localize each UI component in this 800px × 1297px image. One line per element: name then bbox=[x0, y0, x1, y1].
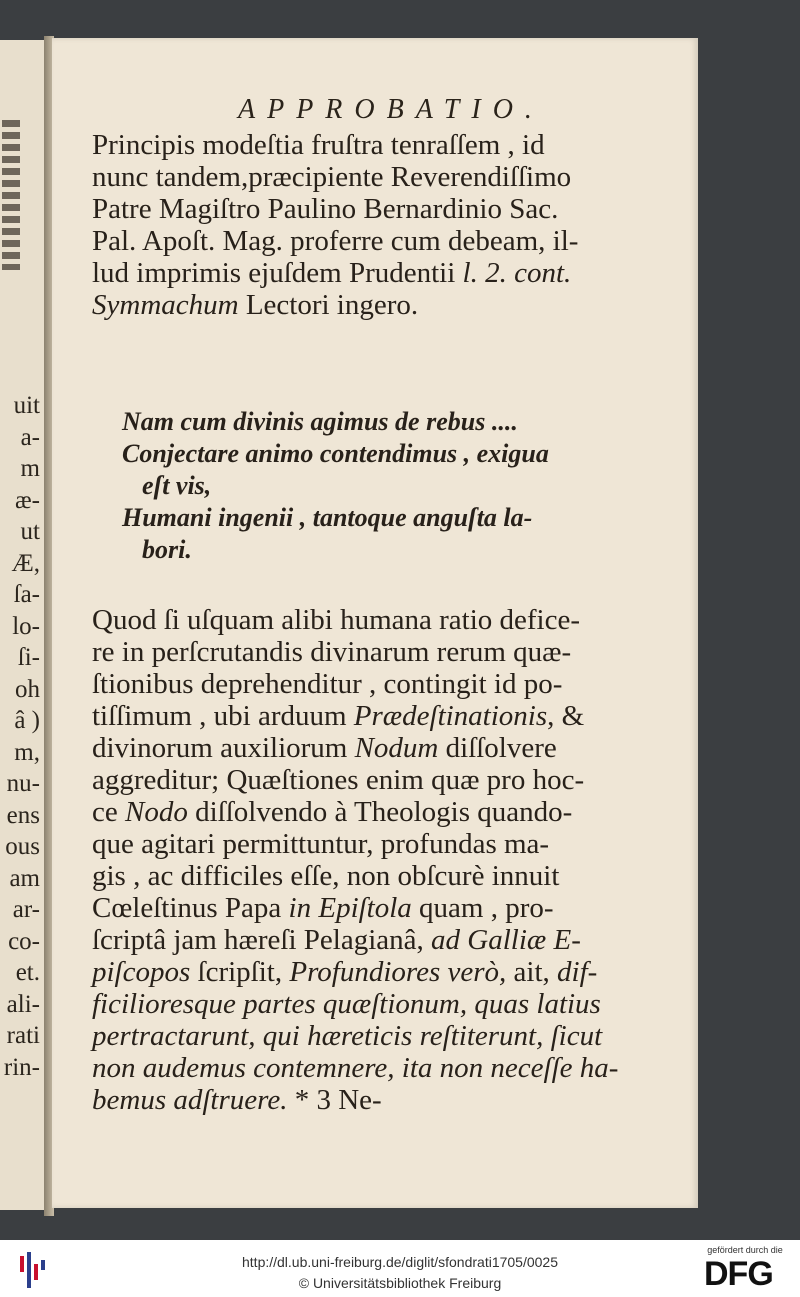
left-page-fragment: ſi- bbox=[17, 644, 40, 671]
verse-line: eſt vis, bbox=[142, 471, 212, 500]
text-line bbox=[92, 129, 545, 162]
text-run: Pal. Apoſt. Mag. proferre cum debeam, il- bbox=[92, 225, 579, 257]
left-page-fragment: ali- bbox=[6, 990, 40, 1018]
text-run: lud imprimis ejuſdem Prudentii bbox=[92, 257, 463, 289]
text-run: , & bbox=[547, 700, 585, 732]
text-run: Patre Magiſtro Paulino Bernardinio Sac. bbox=[92, 193, 559, 225]
left-page-fragment: lo- bbox=[12, 612, 40, 640]
page-url-link[interactable]: http://dl.ub.uni-freiburg.de/diglit/sfondrati1705/0025 bbox=[242, 1254, 558, 1270]
text-run: Nodum bbox=[354, 732, 439, 764]
left-page-fragment: co- bbox=[8, 927, 40, 955]
text-run: ficilioresque partes quæſtionum, quas latius bbox=[92, 988, 601, 1020]
text-run: Symmachum bbox=[92, 289, 239, 321]
text-run: ad Galliæ E- bbox=[431, 924, 581, 956]
text-line bbox=[92, 860, 559, 893]
sponsor-caption: gefördert durch die bbox=[707, 1245, 783, 1255]
left-page-edge bbox=[0, 40, 46, 1210]
text-run: ſtionibus deprehenditur , contingit id po- bbox=[92, 668, 563, 700]
text-run: bemus adſtruere. bbox=[92, 1084, 288, 1116]
left-page-fragment: a- bbox=[20, 423, 40, 451]
text-run: diſſolvendo à Theologis quando- bbox=[187, 796, 573, 828]
text-run: ce bbox=[92, 796, 125, 828]
dfg-logo: DFG bbox=[704, 1255, 773, 1293]
verse-line: Conjectare animo contendimus , exigua bbox=[122, 439, 549, 468]
text-line bbox=[92, 828, 549, 861]
left-page-fragment: am bbox=[9, 864, 40, 892]
text-run: l. 2. cont. bbox=[462, 257, 572, 289]
left-page-fragment: m bbox=[20, 455, 40, 482]
left-page-fragment: rin- bbox=[3, 1053, 40, 1081]
text-run: non audemus contemnere, ita non neceſſe ha- bbox=[92, 1052, 619, 1084]
text-line bbox=[92, 796, 572, 829]
text-run: Quod ſi uſquam alibi humana ratio defice- bbox=[92, 604, 581, 636]
left-page-fragment: Æ, bbox=[11, 549, 40, 577]
text-line bbox=[92, 289, 418, 322]
text-line bbox=[92, 988, 601, 1021]
left-page-fragment: ens bbox=[6, 801, 40, 829]
left-page-fragment: uit bbox=[13, 392, 40, 419]
left-page-fragment: oh bbox=[15, 675, 40, 703]
left-page-fragment: nu- bbox=[6, 770, 40, 797]
library-logo-icon bbox=[12, 1250, 52, 1290]
text-line bbox=[92, 924, 581, 957]
left-page-fragment: ut bbox=[20, 518, 40, 545]
text-run: Lectori ingero. bbox=[238, 289, 419, 321]
text-run: que agitari permittuntur, profundas ma- bbox=[92, 828, 550, 860]
left-page-fragment: â ) bbox=[14, 707, 40, 734]
text-run: Profundiores verò, bbox=[289, 956, 507, 988]
text-line bbox=[92, 732, 557, 765]
text-run: Cœleſtinus Papa bbox=[92, 892, 289, 924]
text-line bbox=[92, 700, 584, 733]
text-line bbox=[92, 257, 571, 290]
text-run: piſcopos bbox=[92, 956, 191, 988]
copyright-notice: © Universitätsbibliothek Freiburg bbox=[298, 1275, 502, 1291]
left-page-fragment: m, bbox=[14, 738, 40, 766]
text-line bbox=[92, 193, 558, 226]
text-line bbox=[92, 764, 584, 797]
text-run: aggreditur; Quæſtiones enim quæ pro hoc- bbox=[92, 764, 585, 796]
verse-line: Nam cum divinis agimus de rebus .... bbox=[122, 407, 518, 436]
text-run: in Epiſtola bbox=[288, 892, 412, 924]
text-line bbox=[92, 1020, 602, 1053]
text-run: divinorum auxiliorum bbox=[92, 732, 355, 764]
text-run: ait, bbox=[506, 956, 558, 988]
left-page-fragment: ſa- bbox=[13, 581, 40, 608]
text-run: diſſolvere bbox=[438, 732, 557, 764]
ornament-fragment bbox=[2, 120, 20, 270]
verse-line: bori. bbox=[142, 535, 192, 564]
page-heading: APPROBATIO. bbox=[238, 94, 544, 125]
text-run: pertractarunt, qui hæreticis reſtiterunt, ſicut bbox=[92, 1020, 603, 1052]
text-run: gis , ac difficiles eſſe, non obſcurè innuit bbox=[92, 860, 560, 892]
text-run: * 3 Ne- bbox=[287, 1084, 382, 1116]
left-page-fragment: æ- bbox=[15, 486, 40, 514]
book-page bbox=[52, 38, 698, 1208]
text-line bbox=[92, 892, 554, 925]
text-run: Principis modeſtia fruſtra tenraſſem , id bbox=[92, 129, 545, 161]
verse-line: Humani ingenii , tantoque anguſta la- bbox=[122, 503, 533, 532]
text-line bbox=[92, 636, 571, 669]
text-line bbox=[92, 1084, 382, 1117]
left-page-fragment: ous bbox=[5, 833, 40, 860]
text-run: dif- bbox=[557, 956, 598, 988]
left-page-fragment: rati bbox=[6, 1022, 40, 1049]
left-page-fragment: ar- bbox=[12, 896, 40, 923]
text-run: ſcriptâ jam hæreſi Pelagianâ, bbox=[92, 924, 432, 956]
text-line bbox=[92, 604, 580, 637]
text-run: Prædeſtinationis bbox=[353, 700, 548, 732]
text-run: ſcripſit, bbox=[190, 956, 290, 988]
viewer-footer bbox=[0, 1240, 800, 1297]
text-run: tiſſimum , ubi arduum bbox=[92, 700, 354, 732]
text-line bbox=[92, 225, 578, 258]
left-page-fragment: et. bbox=[15, 959, 40, 986]
text-line bbox=[92, 956, 597, 989]
text-run: re in perſcrutandis divinarum rerum quæ- bbox=[92, 636, 572, 668]
text-run: quam , pro- bbox=[411, 892, 554, 924]
text-run: Nodo bbox=[125, 796, 188, 828]
text-line bbox=[92, 1052, 618, 1085]
text-run: nunc tandem,præcipiente Reverendiſſimo bbox=[92, 161, 572, 193]
text-line bbox=[92, 668, 562, 701]
text-line bbox=[92, 161, 571, 194]
